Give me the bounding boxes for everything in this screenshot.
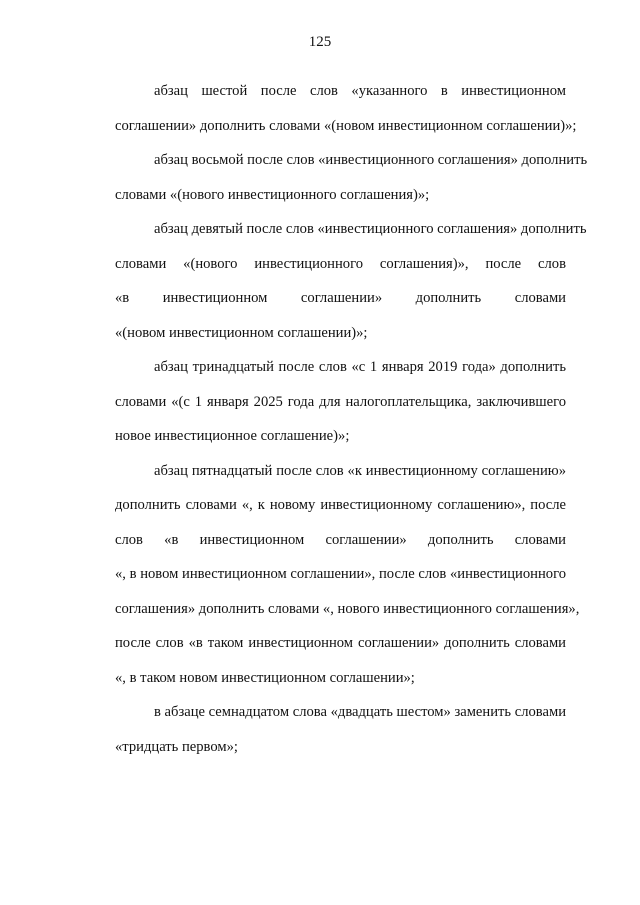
text-line: словами «(с 1 января 2025 года для налогоплательщика, заключившего [115, 393, 566, 410]
text-line: абзац шестой после слов «указанного в инвестиционном [154, 83, 566, 99]
text-line: абзац девятый после слов «инвестиционного соглашения» дополнить [154, 221, 587, 237]
page-number: 125 [308, 34, 332, 50]
text-line: «тридцать первом»; [115, 738, 238, 755]
text-line: «в инвестиционном соглашении» дополнить словами [115, 290, 566, 306]
text-line: абзац тринадцатый после слов «с 1 января 2019 года» дополнить [154, 359, 566, 375]
text-line: «, в таком новом инвестиционном соглашении»; [115, 669, 415, 686]
text-line: абзац пятнадцатый после слов «к инвестиционному соглашению» [154, 462, 566, 479]
text-line: абзац восьмой после слов «инвестиционного соглашения» дополнить [154, 152, 588, 168]
text-line: дополнить словами «, к новому инвестиционному соглашению», после [115, 497, 566, 513]
text-line: в абзаце семнадцатом слова «двадцать шестом» заменить словами [154, 704, 566, 720]
paragraph [76, 143, 588, 212]
paragraph [76, 74, 577, 143]
text-line: соглашения» дополнить словами «, нового инвестиционного соглашения», [115, 600, 580, 617]
text-line: «, в новом инвестиционном соглашении», после слов «инвестиционного [115, 566, 566, 582]
text-line: соглашении» дополнить словами «(новом инвестиционном соглашении)»; [115, 117, 577, 134]
paragraph [76, 212, 587, 350]
paragraph [76, 454, 580, 696]
text-line: после слов «в таком инвестиционном соглашении» дополнить словами [115, 635, 566, 651]
text-line: словами «(нового инвестиционного соглашения)»; [115, 186, 430, 203]
text-line: слов «в инвестиционном соглашении» дополнить словами [115, 531, 566, 548]
text-line: словами «(нового инвестиционного соглашения)», после слов [115, 255, 566, 272]
document-body [76, 74, 588, 764]
text-line: новое инвестиционное соглашение)»; [115, 428, 350, 444]
paragraph [76, 695, 566, 764]
text-line: «(новом инвестиционном соглашении)»; [115, 324, 368, 341]
paragraph [76, 350, 566, 454]
